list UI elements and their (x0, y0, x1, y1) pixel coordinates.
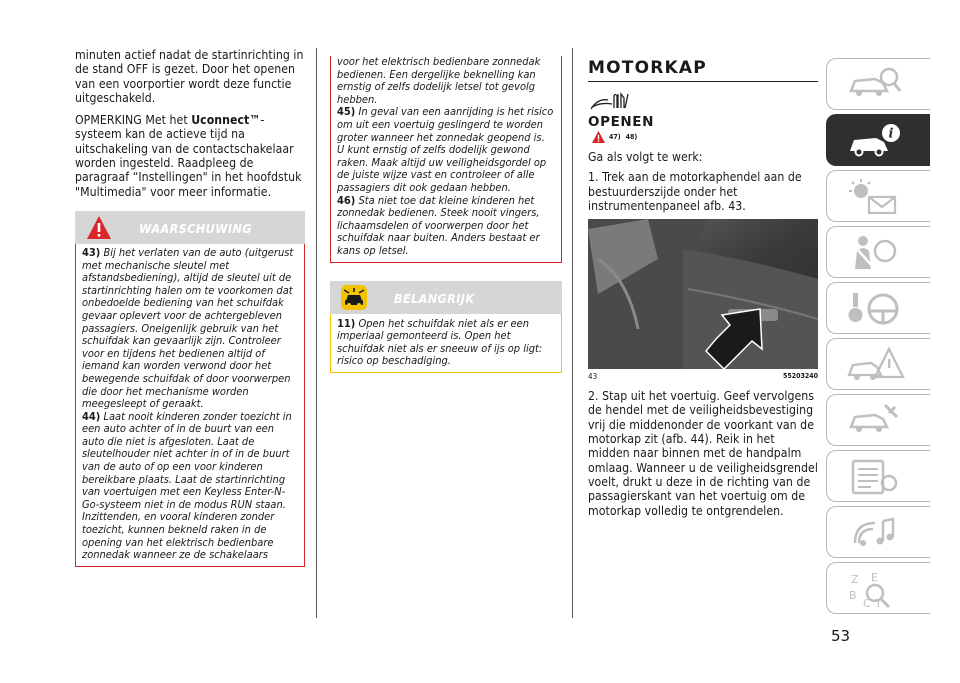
important-title: BELANGRIJK (394, 290, 475, 306)
important-entry-11 (337, 318, 555, 368)
page-number: 53 (831, 627, 851, 645)
warning-text: Bij het verlaten van de auto (uitgerust met mechanische sleutel met afstandsbediening), altijd de sleutel uit de startinrichting halen om te voorkomen dat onbedoelde bediening van het schuifdak gevaar oplevert voor de achtergebleven passagiers. Oneigenlijk gebruik van het schuifdak kan gevaarlijk zijn. Controleer voor en tijdens het bedienen altijd of iemand kan worden verwond door het bewegende schuifdak of door voorwerpen die door het mechanisme worden meegesleept of geraakt. (82, 245, 294, 411)
bonnet-release-lever-photo (588, 219, 818, 369)
car-damage-icon (340, 284, 368, 311)
warning-entry-45 (337, 106, 555, 194)
warning-number: 45) (337, 105, 356, 119)
warning-triangle-icon (85, 214, 113, 241)
note-text-end: -systeem kan de actieve tijd na uitschakeling van de contactschakelaar worden ingesteld. Raadpleeg de paragraaf “Instellingen" in het hoofdstuk "Multimedia" voor meer informatie. (75, 113, 302, 199)
car-warning-icon (845, 65, 905, 105)
uconnect-brand: Uconnect™ (191, 113, 261, 128)
warning-entry-44 (82, 411, 298, 562)
paragraph: minuten actief nadat de startinrichting in de stand OFF is gezet. Door het openen van een voorportier wordt deze functie uitgeschakeld. (75, 48, 304, 105)
warning-number: 44) (82, 409, 101, 423)
figure-caption (588, 372, 818, 381)
warning-number: 46) (337, 193, 356, 207)
tab-index[interactable] (826, 562, 930, 614)
lights-message-icon (845, 177, 905, 217)
warning-entry-46 (337, 195, 555, 258)
warning-text: Laat nooit kinderen zonder toezicht in een auto achter of in de buurt van een auto die niet is afgesloten. Laat de sleutelhouder niet achter in of in de buurt van de auto of op een voor kinderen bereikbare plaats. Laat de startinrichting van voertuigen met een Keyless Enter-N-Go-systeem niet in de modus RUN staan. Inzittenden, en vooral kinderen zonder toezicht, kunnen bekneld raken in de opening van het elektrisch bedienbare zonnedak wanneer ze de schakelaars (82, 409, 292, 562)
section-heading: MOTORKAP (588, 58, 818, 82)
tab-emergency[interactable] (826, 338, 930, 390)
tab-starting-driving[interactable] (826, 282, 930, 334)
figure-photo (588, 219, 818, 369)
warning-banner (75, 211, 305, 244)
reference-47: 47) (609, 133, 621, 141)
column-divider (316, 48, 317, 618)
important-number: 11) (337, 316, 356, 330)
column-right (588, 58, 818, 524)
tab-car-warning[interactable] (826, 58, 930, 110)
tab-car-info[interactable] (826, 114, 930, 166)
tab-technical-data[interactable] (826, 450, 930, 502)
warning-box-continued (330, 56, 562, 263)
tab-servicing[interactable] (826, 394, 930, 446)
important-text: Open het schuifdak niet als er een imperiaal gemonteerd is. Open het schuifdak niet als er sneeuw of ijs op ligt: risico op beschadiging. (337, 316, 543, 368)
tab-safety[interactable] (826, 226, 930, 278)
column-divider (572, 48, 573, 618)
svg-text:Z: Z (851, 573, 859, 586)
multimedia-icon (845, 513, 905, 553)
column-left (75, 48, 305, 567)
seatbelt-airbag-icon (845, 233, 905, 273)
instruction-step-1: 1. Trek aan de motorkaphendel aan de bestuurderszijde onder het instrumentenpaneel afb. 43. (588, 170, 802, 213)
car-info-icon (845, 121, 905, 161)
technical-data-icon (845, 457, 905, 497)
instruction-step-2: 2. Stap uit het voertuig. Geef vervolgens de hendel met de veiligheidsbevestiging vrij die middenonder de voorkant van de motorkap zit (afb. 44). Reik in het midden naar binnen met de handpalm omlaag. Wanneer u de veiligheidsgrendel voelt, drukt u deze in de richting van de passagierskant van het voertuig om de motorkap volledig te ontgrendelen. (588, 389, 818, 518)
svg-text:C: C (863, 597, 871, 609)
svg-text:B: B (849, 589, 857, 602)
note-text-start: OPMERKING Met het (75, 113, 192, 128)
figure-number: 43 (588, 372, 598, 382)
tab-lights-messages[interactable] (826, 170, 930, 222)
figure-code: 55203240 (782, 372, 818, 381)
warning-text: In geval van een aanrijding is het risico om uit een voertuig geslingerd te worden groter wanneer het zonnedak geopend is. U kunt ernstig of zelfs dodelijk gewond raken. Maak altijd uw veiligheidsgordel op de juiste wijze vast en controleer of alle passagiers dit ook gedaan hebben. (337, 105, 554, 194)
svg-text:i: i (888, 126, 894, 142)
reference-48: 48) (625, 133, 638, 141)
warning-references (588, 130, 818, 146)
important-banner (330, 281, 562, 314)
column-middle (330, 56, 562, 373)
warning-text: Sta niet toe dat kleine kinderen het zonnedak bedienen. Steek nooit vingers, lichaamsdelen of voorwerpen door het schuifdak naar buiten. Anders bestaat er kans op letsel. (337, 193, 540, 257)
important-box (330, 314, 562, 373)
important-section (330, 281, 562, 373)
car-service-icon (845, 401, 905, 441)
bonnet-open-icon (588, 90, 632, 112)
warning-triangle-icon (591, 130, 606, 144)
svg-text:T: T (875, 597, 882, 609)
note-paragraph (75, 113, 305, 199)
warning-continuation: voor het elektrisch bedienbare zonnedak bedienen. Een dergelijke beknelling kan ernstig of zelfs dodelijk letsel tot gevolg hebben. (337, 55, 541, 106)
subsection-heading: OPENEN (588, 114, 655, 130)
warning-title: WAARSCHUWING (139, 220, 252, 236)
car-emergency-icon (845, 345, 905, 385)
warning-number: 43) (82, 245, 101, 259)
tab-multimedia[interactable] (826, 506, 930, 558)
warning-box (75, 244, 305, 567)
key-steering-wheel-icon (845, 289, 905, 329)
instruction-intro: Ga als volgt te werk: (588, 150, 703, 164)
alphabetical-index-icon (845, 569, 905, 609)
warning-entry-43 (82, 247, 298, 411)
svg-text:E: E (871, 571, 878, 584)
warning-section (75, 211, 305, 567)
